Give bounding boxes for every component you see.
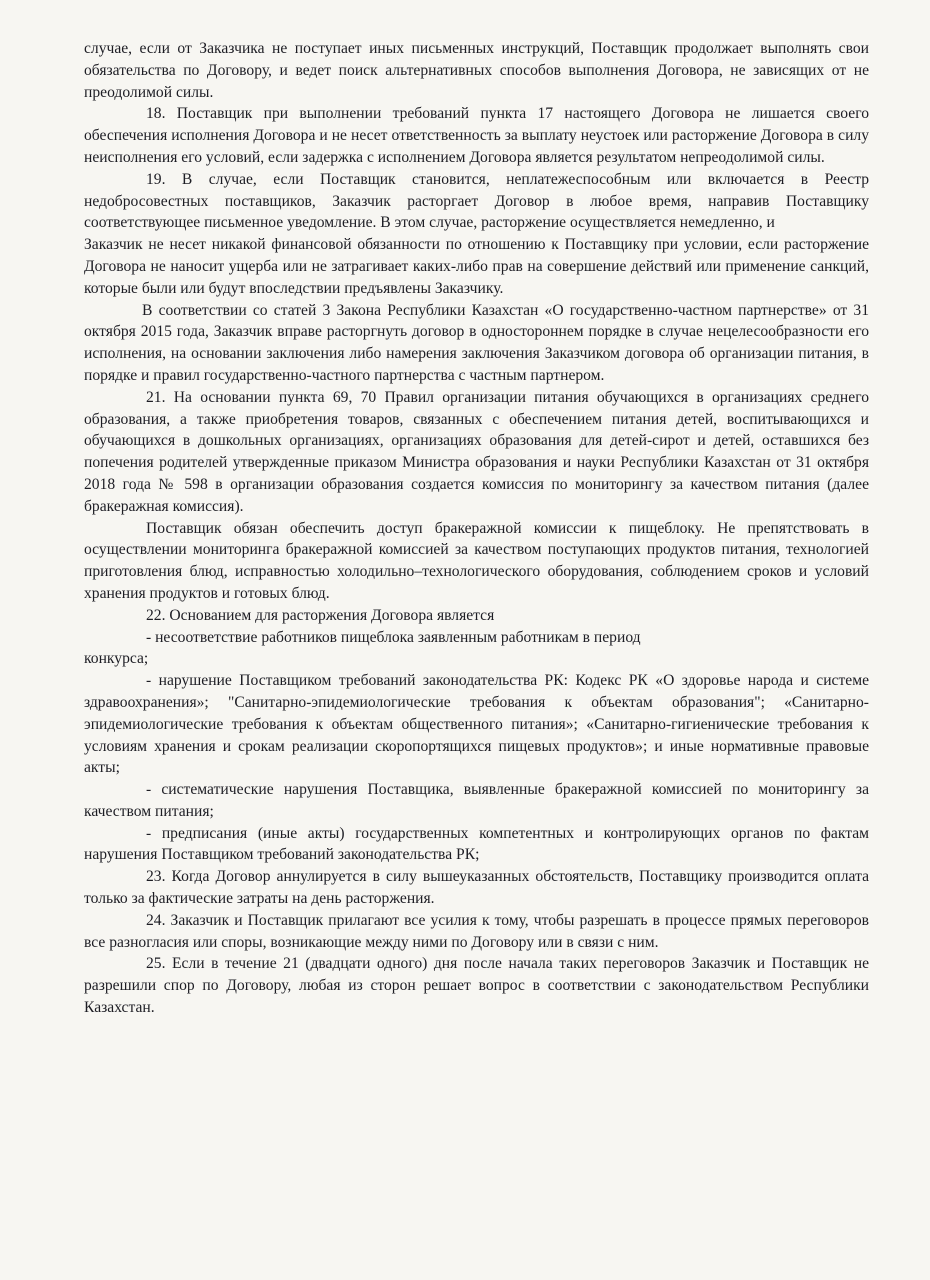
list-item-22c: - систематические нарушения Поставщика, выявленные бракеражной комиссией по мониторингу за качеством питания; <box>84 781 869 820</box>
document-body <box>84 38 869 1019</box>
list-item-22a: - несоответствие работников пищеблока заявленным работникам в период <box>146 628 641 646</box>
paragraph-22: 22. Основанием для расторжения Договора является <box>146 606 495 624</box>
paragraph-24: 24. Заказчик и Поставщик прилагают все усилия к тому, чтобы разрешать в процессе прямых переговоров все разногласия или споры, возникающие между ними по Договору или в связи с ним. <box>84 911 869 951</box>
list-item-22d: - предписания (иные акты) государственных компетентных и контролирующих органов по фактам нарушения Поставщиком требований законодательства РК; <box>84 824 869 864</box>
paragraph-19: 19. В случае, если Поставщик становится, неплатежеспособным или включается в Реестр недобросовестных поставщиков, Заказчик расторгает Договор в любое время, направив Поставщику соответствующее письменное уведомление. В этом случае, расторжение осуществляется немедленно, и <box>84 170 869 232</box>
paragraph-18: 18. Поставщик при выполнении требований пункта 17 настоящего Договора не лишается своего обеспечения исполнения Договора и не несет ответственность за выплату неустоек или расторжение Договора в силу неисполнения его условий, если задержка с исполнением Договора является результатом непреодолимой силы. <box>84 105 869 166</box>
list-item-22b: - нарушение Поставщиком требований законодательства РК: Кодекс РК «О здоровье народа и системе здравоохранения»; "Санитарно-эпидемиологические требования к объектам образования"; «Санитарно-эпидемиологические требования к объектам общественного питания»; «Санитарно-гигиенические требования к условиям хранения и срокам реализации скоропортящихся пищевых продуктов»; и иные нормативные правовые акты; <box>84 672 869 777</box>
paragraph-23: 23. Когда Договор аннулируется в силу вышеуказанных обстоятельств, Поставщику производится оплата только за фактические затраты на день расторжения. <box>84 868 869 908</box>
paragraph-19-continued: Заказчик не несет никакой финансовой обязанности по отношению к Поставщику при условии, если расторжение Договора не наносит ущерба или не затрагивает каких-либо прав на совершение действий или применение санкций, которые были или будут впоследствии предъявлены Заказчику. <box>84 236 869 297</box>
paragraph-20-continued: В соответствии со статей 3 Закона Республики Казахстан «О государственно-частном партнерстве» от 31 октября 2015 года, Заказчик вправе расторгнуть договор в одностороннем порядке в случае нецелесообразности его исполнения, на основании заключения либо намерения заключения Заказчиком договора об организации питания, в порядке и правил государственно-частного партнерства с частным партнером. <box>84 301 869 384</box>
paragraph-17-continued: случае, если от Заказчика не поступает иных письменных инструкций, Поставщик продолжает выполнять свои обязательства по Договору, и ведет поиск альтернативных способов выполнения Договора, не зависящих от не преодолимой силы. <box>84 40 869 101</box>
list-item-22a-continued: конкурса; <box>84 650 149 668</box>
paragraph-25: 25. Если в течение 21 (двадцати одного) дня после начала таких переговоров Заказчик и Поставщик не разрешили спор по Договору, любая из сторон решает вопрос в соответствии с законодательством Республики Казахстан. <box>84 955 869 1017</box>
paragraph-21-continued: Поставщик обязан обеспечить доступ бракеражной комиссии к пищеблоку. Не препятствовать в осуществлении мониторинга бракеражной комиссией за качеством поступающих продуктов питания, технологией приготовления блюд, исправностью холодильно–технологического оборудования, соблюдением сроков и условий хранения продуктов и готовых блюд. <box>84 519 869 602</box>
paragraph-21: 21. На основании пункта 69, 70 Правил организации питания обучающихся в организациях среднего образования, а также приобретения товаров, связанных с обеспечением питания детей, воспитывающихся и обучающихся в дошкольных организациях, организациях образования для детей-сирот и детей, оставшихся без попечения родителей утвержденные приказом Министра образования и науки Республики Казахстан от 31 октября 2018 года № 598 в организации образования создается комиссия по мониторингу за качеством питания (далее бракеражная комиссия). <box>84 388 869 515</box>
